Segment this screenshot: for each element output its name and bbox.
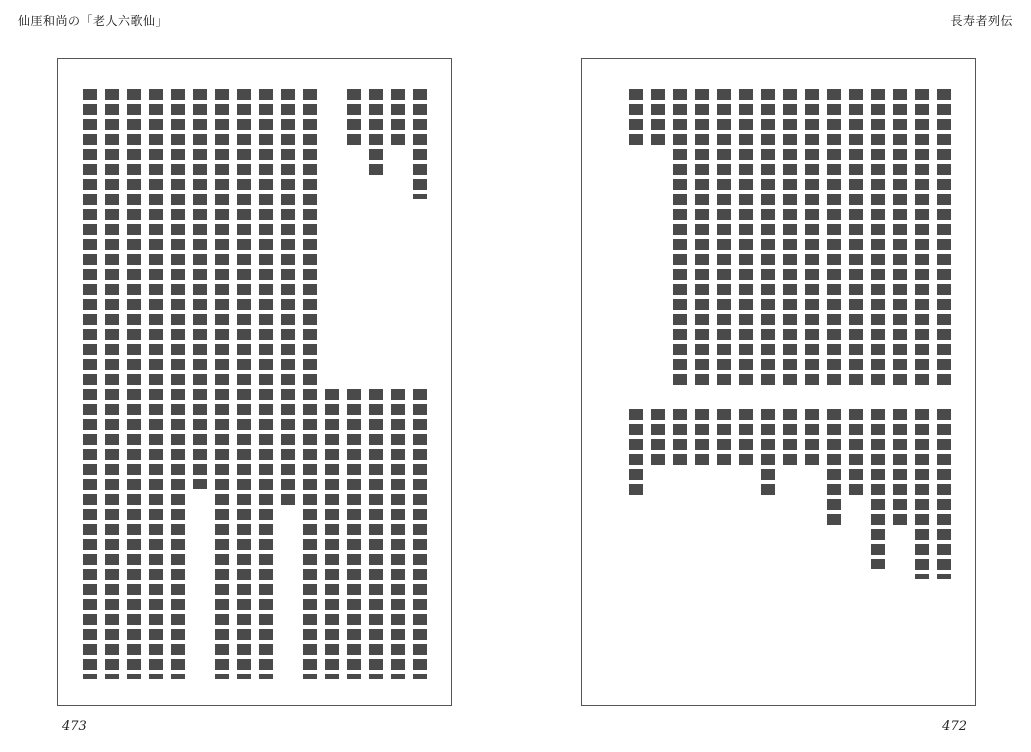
text-column — [915, 89, 929, 389]
text-column — [783, 409, 797, 469]
text-column — [413, 389, 427, 679]
text-column — [937, 409, 951, 579]
text-column — [303, 89, 317, 389]
text-column — [83, 389, 97, 679]
text-column — [717, 89, 731, 389]
text-column — [937, 89, 951, 389]
text-column — [871, 89, 885, 389]
text-column — [369, 389, 383, 679]
text-column — [739, 409, 753, 469]
text-column — [105, 389, 119, 679]
text-column — [391, 389, 405, 679]
text-column — [695, 409, 709, 469]
text-column — [259, 89, 273, 389]
text-column — [695, 89, 709, 389]
text-column — [871, 409, 885, 569]
text-column — [127, 389, 141, 679]
text-column — [149, 89, 163, 389]
text-column — [717, 409, 731, 469]
text-column — [827, 409, 841, 529]
text-column — [893, 409, 907, 529]
text-column — [171, 389, 185, 679]
text-column — [391, 89, 405, 149]
text-column — [347, 389, 361, 679]
page-number-left: 473 — [62, 719, 87, 734]
text-column — [651, 409, 665, 469]
right-page — [581, 58, 976, 706]
text-column — [83, 89, 97, 389]
text-column — [673, 89, 687, 389]
text-column — [783, 89, 797, 389]
text-column — [149, 389, 163, 679]
text-column — [127, 89, 141, 389]
text-column — [259, 389, 273, 679]
text-column — [673, 409, 687, 469]
text-column — [237, 89, 251, 389]
text-column — [893, 89, 907, 389]
text-column — [805, 409, 819, 469]
text-column — [413, 89, 427, 199]
text-column — [193, 89, 207, 389]
text-column — [915, 409, 929, 579]
text-column — [849, 409, 863, 499]
text-column — [629, 409, 643, 499]
text-column — [369, 89, 383, 179]
text-column — [761, 409, 775, 499]
text-column — [215, 89, 229, 389]
text-column — [347, 89, 361, 149]
running-head-right: 長寿者列伝 — [950, 14, 1013, 28]
left-page — [57, 58, 452, 706]
text-column — [215, 389, 229, 679]
page-number-right: 472 — [942, 719, 967, 734]
text-column — [739, 89, 753, 389]
text-column — [761, 89, 775, 389]
text-column — [827, 89, 841, 389]
text-column — [325, 389, 339, 679]
text-column — [281, 389, 295, 509]
running-head-left: 仙厓和尚の「老人六歌仙」 — [18, 14, 169, 28]
text-column — [193, 389, 207, 489]
text-column — [303, 389, 317, 679]
text-column — [105, 89, 119, 389]
text-column — [849, 89, 863, 389]
text-column — [171, 89, 185, 389]
text-column — [805, 89, 819, 389]
text-column — [651, 89, 665, 149]
text-column — [629, 89, 643, 149]
text-column — [237, 389, 251, 679]
text-column — [281, 89, 295, 389]
